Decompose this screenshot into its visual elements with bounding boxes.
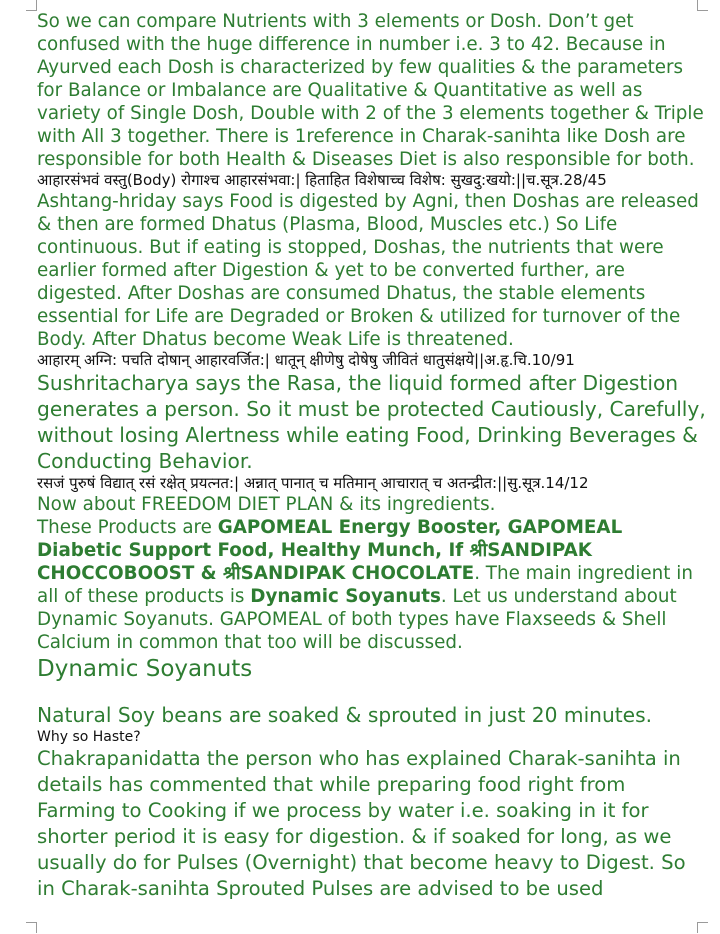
line-freedom-diet-plan: Now about FREEDOM DIET PLAN & its ingredients. [37, 494, 496, 515]
crop-mark-bottom-right [697, 922, 708, 933]
paragraph-sushrita: Sushritacharya says the Rasa, the liquid formed after Digestion generates a person. So it must be protected Cautiously, Carefully, without losing Alertness while eating Food, Drinking Beverages & Conducting Behavior. [37, 371, 706, 473]
products-names: GAPOMEAL Energy Booster, GAPOMEAL Diabetic Support Food, Healthy Munch, If श्रीSANDIPAK CHOCCOBOOST & श्रीSANDIPAK CHOCOLATE [37, 517, 623, 584]
paragraph-ashtang-hriday: Ashtang-hriday says Food is digested by Agni, then Doshas are released & then are formed Dhatus (Plasma, Blood, Muscles etc.) So Life continuous. But if eating is stopped, Doshas, the nutrients that were earlier formed after Digestion & yet to be converted further, are digested. After Doshas are consumed Dhatus, the stable elements essential for Life are Degraded or Broken & utilized for turnover of the Body. After Dhatus become Weak Life is threatened. [37, 191, 699, 350]
section-heading: Dynamic Soyanuts [37, 656, 253, 682]
shloka-ashtang: आहारम् अग्नि: पचति दोषान् आहारवर्जित:| धातून् क्षीणेषु दोषेषु जीवितं धातुसंक्षये||अ.हृ.चि.10/91 [37, 351, 575, 369]
paragraph-chakrapanidatta: Chakrapanidatta the person who has explained Charak-sanihta in details has commented that while preparing food right from Farming to Cooking if we process by water i.e. soaking in it for shorter period it is easy for digestion. & if soaked for long, as we usually do for Pulses (Overnight) that become heavy to Digest. So in Charak-sanihta Sprouted Pulses are advised to be used [37, 747, 686, 900]
shloka-charak: आहारसंभवं वस्तु(Body) रोगाश्च आहारसंभवा:| हिताहित विशेषाच्च विशेष: सुखदु:खयो:||च.सूत्र.28/45 [37, 171, 607, 189]
page-content [37, 10, 707, 902]
crop-mark-bottom-left [26, 922, 37, 933]
blank-line [37, 684, 707, 702]
line-why-haste: Why so Haste? [37, 729, 141, 745]
products-main-ingredient: Dynamic Soyanuts [250, 586, 441, 607]
paragraph-products [37, 516, 707, 654]
line-soaked-sprouted: Natural Soy beans are soaked & sprouted in just 20 minutes. [37, 703, 653, 727]
crop-mark-top-left [26, 0, 37, 11]
products-tail: . Let us understand about Dynamic Soyanuts. GAPOMEAL of both types have Flaxseeds & Shell Calcium in common that too will be discussed. [37, 586, 677, 653]
products-mid: . The main ingredient in all of these products is [37, 563, 693, 607]
products-lead: These Products are [37, 517, 218, 538]
shloka-sushrut: रसजं पुरुषं विद्यात् रसं रक्षेत् प्रयत्नत:| अन्नात् पानात् च मतिमान् आचारात् च अतन्द्रीत:||सु.सूत्र.14/12 [37, 474, 589, 492]
paragraph-dosh-comparison: So we can compare Nutrients with 3 elements or Dosh. Don’t get confused with the huge difference in number i.e. 3 to 42. Because in Ayurved each Dosh is characterized by few qualities & the parameters for Balance or Imbalance are Qualitative & Quantitative as well as variety of Single Dosh, Double with 2 of the 3 elements together & Triple with All 3 together. There is 1reference in Charak-sanihta like Dosh are responsible for both Health & Diseases Diet is also responsible for both. [37, 11, 704, 170]
